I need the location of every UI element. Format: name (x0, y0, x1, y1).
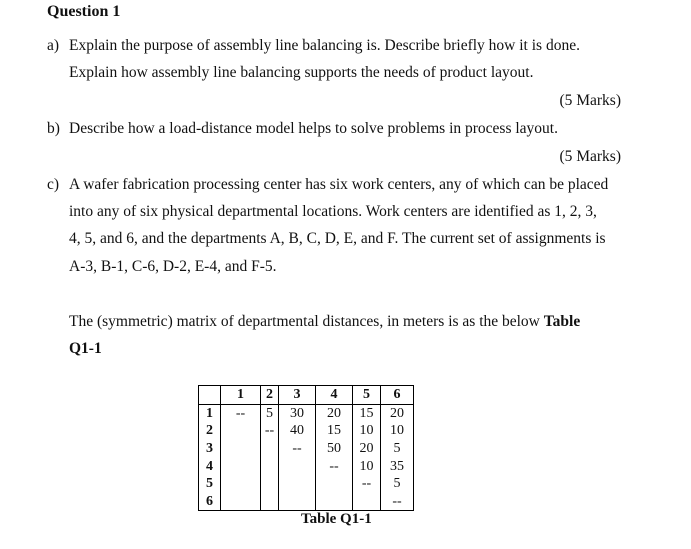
table-cell: 20 (381, 404, 414, 422)
table-cell: -- (261, 422, 279, 440)
part-a-label: a) (47, 37, 60, 54)
table-cell (221, 440, 261, 458)
table-cell (279, 457, 316, 475)
table-cell: -- (279, 440, 316, 458)
table-cell: 20 (316, 404, 353, 422)
part-c-line-3: 4, 5, and 6, and the departments A, B, C, D, E, and F. The current set of assignments is (69, 230, 606, 247)
part-c-line-2: into any of six physical departmental locations. Work centers are identified as 1, 2, 3, (69, 203, 597, 220)
table-cell (221, 493, 261, 511)
table-cell: 5 (381, 475, 414, 493)
table-cell: 30 (279, 404, 316, 422)
column-header: 5 (353, 386, 381, 405)
row-header: 3 (199, 440, 221, 458)
table-cell: -- (316, 457, 353, 475)
part-a-marks: (5 Marks) (559, 92, 621, 109)
table-cell (279, 493, 316, 511)
column-header: 4 (316, 386, 353, 405)
table-cell: 35 (381, 457, 414, 475)
table-caption: Table Q1-1 (301, 511, 372, 527)
corner-cell (199, 386, 221, 405)
table-row (199, 457, 414, 475)
column-header: 2 (261, 386, 279, 405)
table-cell (261, 440, 279, 458)
table-cell (221, 422, 261, 440)
column-header: 6 (381, 386, 414, 405)
part-a-line-2: Explain how assembly line balancing supports the needs of product layout. (69, 64, 534, 81)
table-cell: 5 (381, 440, 414, 458)
matrix-intro-line-2: Q1-1 (69, 340, 102, 357)
part-b-marks: (5 Marks) (559, 148, 621, 165)
matrix-intro-table-ref: Table (543, 313, 581, 330)
part-b-line-1: Describe how a load-distance model helps to solve problems in process layout. (69, 120, 558, 137)
table-cell: -- (381, 493, 414, 511)
table-cell (221, 475, 261, 493)
table-cell: 5 (261, 404, 279, 422)
row-header: 4 (199, 457, 221, 475)
table-cell: 10 (353, 457, 381, 475)
row-header: 6 (199, 493, 221, 511)
table-cell: 50 (316, 440, 353, 458)
table-cell: 15 (353, 404, 381, 422)
table-cell: -- (221, 404, 261, 422)
matrix-intro-line-1 (69, 313, 580, 331)
table-cell (316, 475, 353, 493)
table-cell (316, 493, 353, 511)
row-header: 2 (199, 422, 221, 440)
table-cell: 20 (353, 440, 381, 458)
table-cell: 15 (316, 422, 353, 440)
part-b-label: b) (47, 120, 60, 137)
table-cell: -- (353, 475, 381, 493)
table-cell (261, 457, 279, 475)
distance-matrix-table (198, 385, 414, 511)
table-row (199, 440, 414, 458)
table-cell (221, 457, 261, 475)
table-cell: 10 (381, 422, 414, 440)
part-c-line-4: A-3, B-1, C-6, D-2, E-4, and F-5. (69, 258, 277, 275)
part-c-label: c) (47, 176, 60, 193)
table-row (199, 475, 414, 493)
part-a-line-1: Explain the purpose of assembly line balancing is. Describe briefly how it is done. (69, 37, 580, 54)
table-cell (261, 493, 279, 511)
table-cell: 40 (279, 422, 316, 440)
table-row (199, 422, 414, 440)
row-header: 5 (199, 475, 221, 493)
table-cell (353, 493, 381, 511)
table-row (199, 404, 414, 422)
row-header: 1 (199, 404, 221, 422)
table-cell (279, 475, 316, 493)
table-header-row (199, 386, 414, 405)
question-title: Question 1 (47, 3, 121, 20)
matrix-intro-text: The (symmetric) matrix of departmental distances, in meters is as the below (69, 313, 540, 330)
table-row (199, 493, 414, 511)
part-c-line-1: A wafer fabrication processing center has six work centers, any of which can be placed (69, 176, 609, 193)
column-header: 3 (279, 386, 316, 405)
table-cell: 10 (353, 422, 381, 440)
table-cell (261, 475, 279, 493)
column-header: 1 (221, 386, 261, 405)
